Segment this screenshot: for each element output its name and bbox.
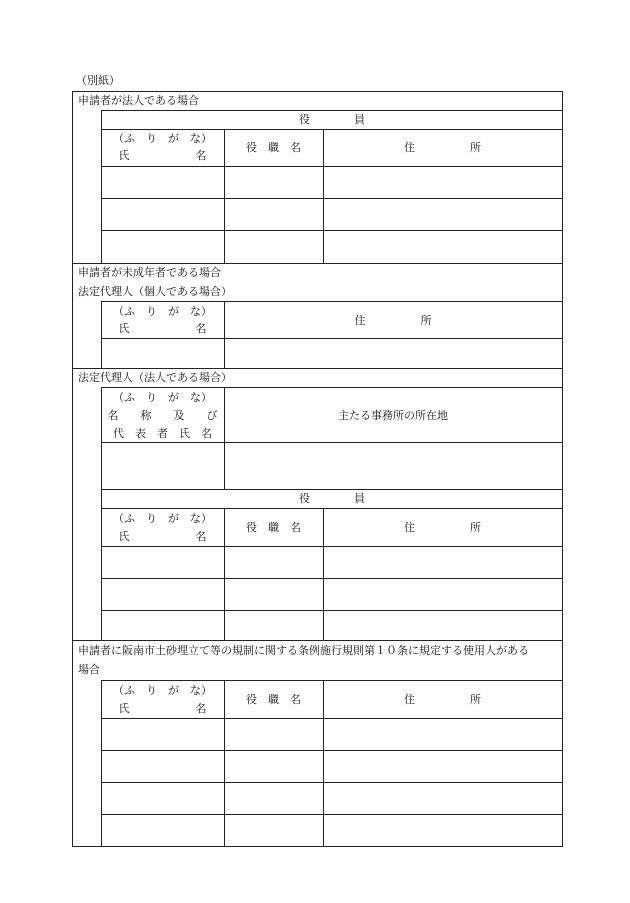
s1-hline bbox=[101, 198, 563, 199]
s2-hline bbox=[101, 387, 563, 388]
s3-address-label: 住 所 bbox=[404, 693, 481, 706]
outer-border-top bbox=[72, 91, 563, 92]
s2-hline bbox=[101, 301, 563, 302]
section2-title: 申請者が未成年者である場合 bbox=[78, 266, 221, 279]
s1-hline bbox=[101, 129, 563, 130]
s2-hline bbox=[101, 442, 563, 443]
s2-furigana3-label: （ふ り が な） bbox=[113, 512, 212, 525]
s3-name-label: 氏 名 bbox=[118, 702, 207, 715]
s3-hline bbox=[101, 750, 563, 751]
s2-hline bbox=[101, 610, 563, 611]
s2-furigana-label: （ふ り が な） bbox=[113, 305, 212, 318]
s1-hline bbox=[101, 230, 563, 231]
outer-border-left bbox=[72, 91, 73, 847]
s2-hline bbox=[101, 489, 563, 490]
s2-name-label: 氏 名 bbox=[118, 322, 207, 335]
s2-sub2-title: 法定代理人（法人である場合） bbox=[78, 371, 232, 384]
outer-border-right bbox=[562, 91, 563, 847]
s2-address3-label: 住 所 bbox=[404, 521, 481, 534]
s2-position-label: 役 職 名 bbox=[246, 521, 301, 534]
attachment-label: （別紙） bbox=[76, 74, 120, 87]
s2-sub1-title: 法定代理人（個人である場合） bbox=[78, 285, 232, 298]
s3-hline bbox=[101, 718, 563, 719]
s2-vline bbox=[224, 387, 225, 489]
section-separator bbox=[72, 263, 563, 264]
s3-position-label: 役 職 名 bbox=[246, 693, 301, 706]
s2-vline bbox=[224, 301, 225, 368]
s2-hline bbox=[101, 578, 563, 579]
s2-main-office-label: 主たる事務所の所在地 bbox=[338, 409, 448, 422]
s3-hline bbox=[101, 814, 563, 815]
s1-hline bbox=[101, 110, 563, 111]
outer-border-bottom bbox=[72, 846, 563, 847]
s2-name3-label: 氏 名 bbox=[118, 530, 207, 543]
section-separator bbox=[72, 640, 563, 641]
s2-address-label: 住 所 bbox=[354, 314, 432, 327]
s1-officers-header: 役 員 bbox=[299, 113, 365, 126]
s1-position-label: 役 職 名 bbox=[246, 141, 301, 154]
s2-hline bbox=[101, 338, 563, 339]
s1-furigana-label: （ふ り が な） bbox=[113, 132, 212, 145]
s1-address-label: 住 所 bbox=[404, 141, 481, 154]
s2-hline bbox=[101, 546, 563, 547]
s3-hline bbox=[101, 680, 563, 681]
section3-title-line1: 申請者に阪南市土砂埋立て等の規制に関する条例施行規則第１０条に規定する使用人がある bbox=[78, 644, 529, 657]
section1-title: 申請者が法人である場合 bbox=[78, 94, 199, 107]
s1-name-label: 氏 名 bbox=[118, 149, 207, 162]
s2-rep-name-label: 代 表 者 氏 名 bbox=[113, 427, 212, 440]
s2-hline bbox=[101, 508, 563, 509]
s2-corp-name-label: 名 称 及 び bbox=[107, 409, 218, 422]
section3-title-line2: 場合 bbox=[78, 663, 100, 676]
s3-furigana-label: （ふ り が な） bbox=[113, 684, 212, 697]
s2-officers-header: 役 員 bbox=[299, 492, 365, 505]
s2-sub-separator bbox=[72, 368, 563, 369]
s3-hline bbox=[101, 782, 563, 783]
s2-furigana2-label: （ふ り が な） bbox=[113, 391, 212, 404]
s1-hline bbox=[101, 166, 563, 167]
